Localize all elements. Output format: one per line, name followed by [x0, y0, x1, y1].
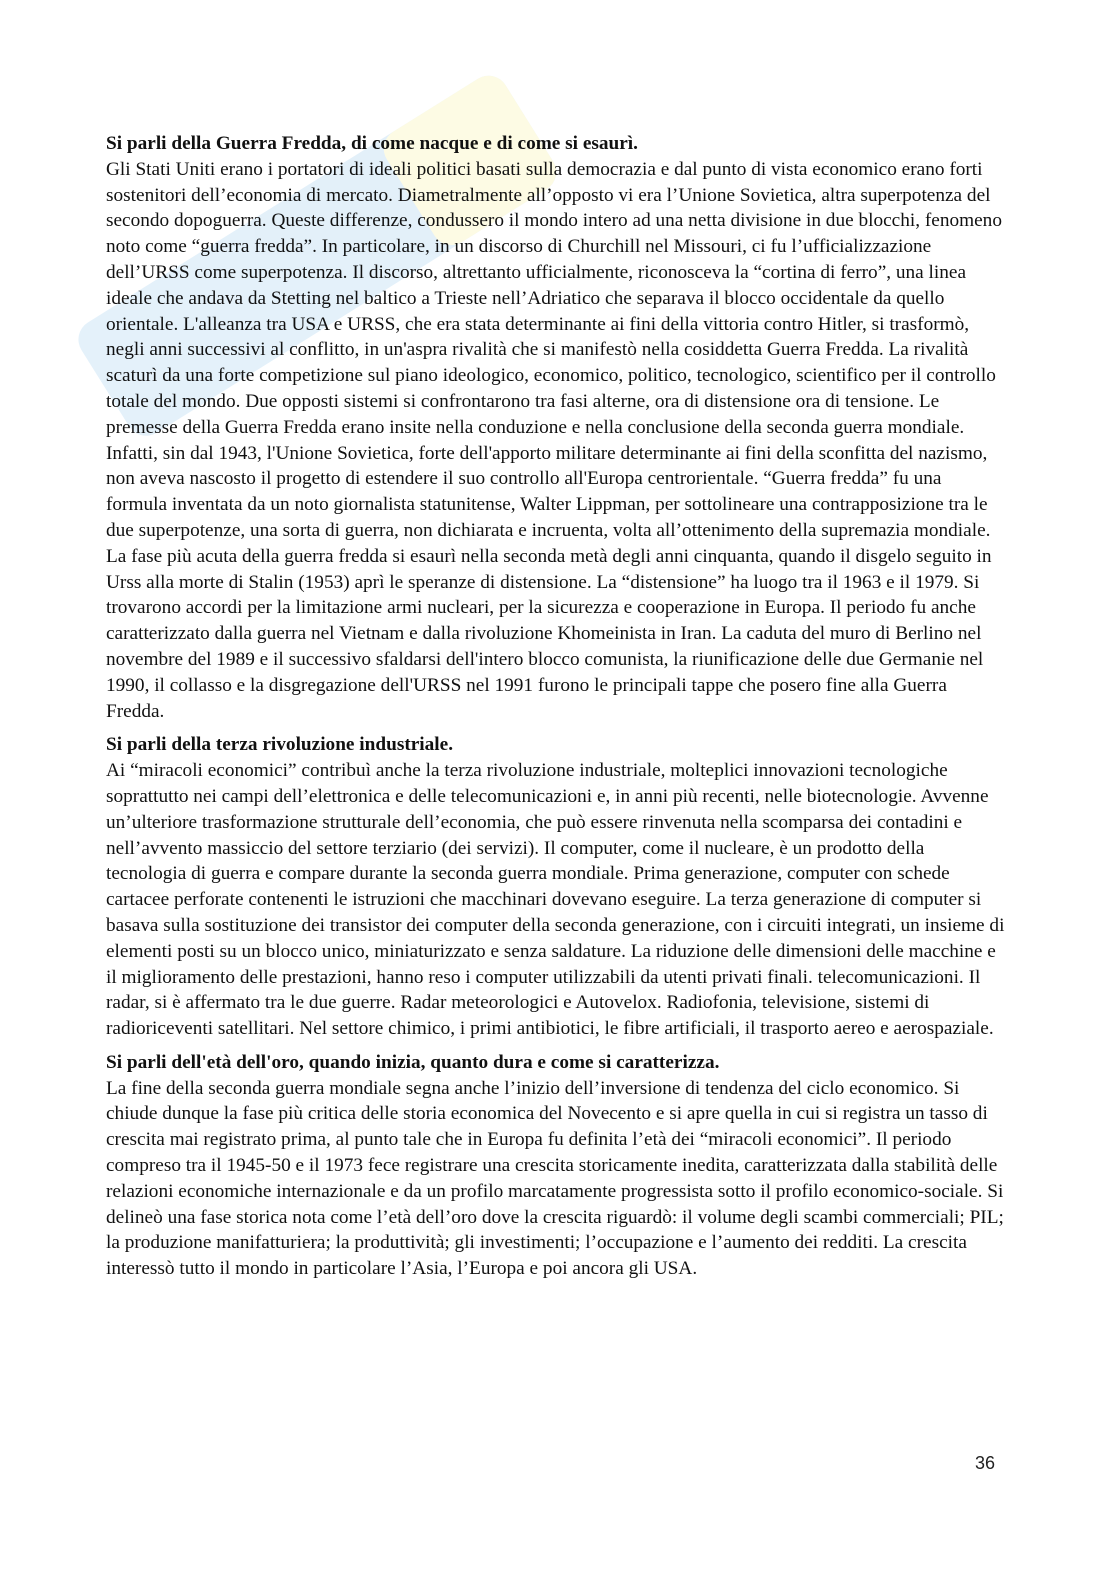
section-guerra-fredda	[106, 131, 1006, 724]
section-eta-oro	[106, 1050, 1006, 1282]
section-paragraph: Gli Stati Uniti erano i portatori di ideali politici basati sulla democrazia e dal punto di vista economico erano forti sostenitori dell’economia di mercato. Diametralmente all’opposto vi era l’Unione Sovietica, altra superpotenza del secondo dopoguerra. Queste differenze, condussero il mondo intero ad una netta divisione in due blocchi, fenomeno noto come “guerra fredda”. In particolare, in un discorso di Churchill nel Missouri, ci fu l’ufficializzazione dell’URSS come superpotenza. Il discorso, altrettanto ufficialmente, riconosceva la “cortina di ferro”, una linea ideale che andava da Stetting nel baltico a Trieste nell’Adriatico che separava il blocco occidentale da quello orientale. L'alleanza tra USA e URSS, che era stata determinante ai fini della vittoria contro Hitler, si trasformò, negli anni successivi al conflitto, in un'aspra rivalità che si manifestò nella cosiddetta Guerra Fredda. La rivalità scaturì da una forte competizione sul piano ideologico, economico, politico, tecnologico, scientifico per il controllo totale del mondo. Due opposti sistemi si confrontarono tra fasi alterne, ora di distensione ora di tensione. Le premesse della Guerra Fredda erano insite nella conduzione e nella conclusione della seconda guerra mondiale. Infatti, sin dal 1943, l'Unione Sovietica, forte dell'apporto militare determinante ai fini della sconfitta del nazismo, non aveva nascosto il progetto di estendere il suo controllo all'Europa centrorientale. “Guerra fredda” fu una formula inventata da un noto giornalista statunitense, Walter Lippman, per sottolineare una contrapposizione tra le due superpotenze, una sorta di guerra, non dichiarata e incruenta, volta all’ottenimento della supremazia mondiale. La fase più acuta della guerra fredda si esaurì nella seconda metà degli anni cinquanta, quando il disgelo seguito in Urss alla morte di Stalin (1953) aprì le speranze di distensione. La “distensione” ha luogo tra il 1963 e il 1979. Si trovarono accordi per la limitazione armi nucleari, per la sicurezza e cooperazione in Europa. Il periodo fu anche caratterizzato dalla guerra nel Vietnam e dalla rivoluzione Khomeinista in Iran. La caduta del muro di Berlino nel novembre del 1989 e il successivo sfaldarsi dell'intero blocco comunista, la riunificazione delle due Germanie nel 1990, il collasso e la disgregazione dell'URSS nel 1991 furono le principali tappe che posero fine alla Guerra Fredda.	[106, 158, 1002, 722]
section-paragraph: La fine della seconda guerra mondiale segna anche l’inizio dell’inversione di tendenza del ciclo economico. Si chiude dunque la fase più critica delle storia economica del Novecento e si apre quella in cui si registra un tasso di crescita mai registrato prima, al punto tale che in Europa fu definita l’età dei “miracoli economici”. Il periodo compreso tra il 1945-50 e il 1973 fece registrare una crescita storicamente inedita, caratterizzata dalla stabilità delle relazioni economiche internazionale e da un profilo marcatamente progressista sotto il profilo economico-sociale. Si delineò una fase storica nota come l’età dell’oro dove la crescita riguardò: il volume degli scambi commerciali; PIL; la produzione manifatturiera; la produttività; gli investimenti; l’occupazione e l’aumento dei redditi. La crescita interessò tutto il mondo in particolare l’Asia, l’Europa e poi ancora gli USA.	[106, 1077, 1004, 1280]
section-heading: Si parli dell'età dell'oro, quando inizia, quanto dura e come si caratterizza.	[106, 1051, 720, 1073]
section-heading: Si parli della Guerra Fredda, di come nacque e di come si esaurì.	[106, 133, 638, 154]
section-paragraph: Ai “miracoli economici” contribuì anche la terza rivoluzione industriale, molteplici innovazioni tecnologiche soprattutto nei campi dell’elettronica e delle telecomunicazioni e, in anni più recenti, nelle biotecnologie. Avvenne un’ulteriore trasformazione strutturale dell’economia, che può essere rinvenuta nella scomparsa dei contadini e nell’avvento massiccio del settore terziario (dei servizi). Il computer, come il nucleare, è un prodotto della tecnologia di guerra e compare durante la seconda guerra mondiale. Prima generazione, computer con schede cartacee perforate contenenti le istruzioni che macchinari dovevano eseguire. La terza generazione di computer si basava sulla sostituzione dei transistor dei computer della seconda generazione, con i circuiti integrati, un insieme di elementi posti su un blocco unico, miniaturizzato e senza saldature. La riduzione delle dimensioni delle macchine e il miglioramento delle prestazioni, hanno reso i computer utilizzabili da utenti privati finali. telecomunicazioni. Il radar, si è affermato tra le due guerre. Radar meteorologici e Autovelox. Radiofonia, televisione, sistemi di radioriceventi satellitari. Nel settore chimico, i primi antibiotici, le fibre artificiali, il trasporto aereo e aerospaziale.	[106, 760, 1005, 1040]
section-heading: Si parli della terza rivoluzione industriale.	[106, 734, 454, 756]
document-body	[106, 131, 1006, 1290]
section-terza-rivoluzione	[106, 732, 1006, 1042]
page-number: 36	[975, 1453, 996, 1473]
